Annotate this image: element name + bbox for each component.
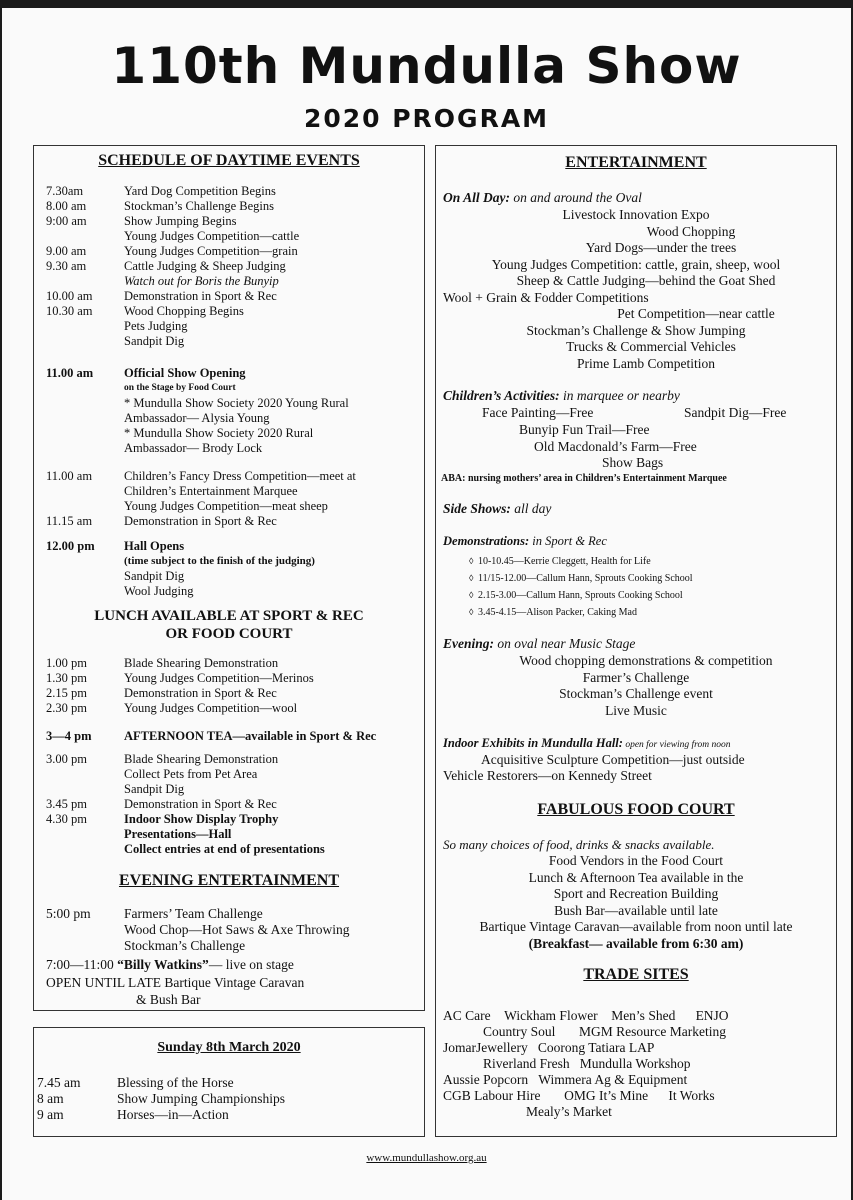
trade-row-6: CGB Labour Hire OMG It’s Mine It Works (443, 1088, 715, 1103)
block2-events: Children’s Fancy Dress Competition—meet at Children’s Entertainment Marquee Young Judges Competition—meat sheep Demonstration in Sport & Rec (124, 469, 356, 528)
tea-text: AFTERNOON TEA—available in Sport & Rec (124, 729, 377, 743)
opening-block: Official Show Opening on the Stage by Food Court * Mundulla Show Society 2020 Young Rural Ambassador— Alysia Young * Mundulla Show Society 2020 Rural Ambassador— Brody Lock (124, 366, 349, 455)
block3-times: 1.00 pm 1.30 pm 2.15 pm 2.30 pm (46, 656, 87, 715)
tea-time: 3—4 pm (46, 729, 92, 743)
children-item-bunyip: Bunyip Fun Trail—Free (519, 422, 650, 437)
indoor-item-vehicles: Vehicle Restorers—on Kennedy Street (443, 768, 652, 783)
billy-watkins-line: 7:00—11:00 “Billy Watkins”— live on stage (46, 957, 294, 972)
open-late-line: OPEN UNTIL LATE Bartique Vintage Caravan & Bush Bar (46, 975, 305, 1007)
hall-time: 12.00 pm (46, 539, 95, 553)
children-item-showbags: Show Bags (602, 455, 664, 470)
sunday-times: 7.45 am 8 am 9 am (37, 1075, 81, 1122)
indoor-label: Indoor Exhibits in Mundulla Hall: open for viewing from noon (443, 736, 731, 750)
trade-row-7: Mealy’s Market (526, 1104, 612, 1119)
daytime-schedule-box (33, 145, 425, 1011)
evening-label: Evening: on oval near Music Stage (443, 636, 636, 651)
aba-notice: ABA: nursing mothers’ area in Children’s Entertainment Marquee (441, 473, 727, 484)
evening-heading: EVENING ENTERTAINMENT (118, 872, 340, 889)
daytime-heading: SCHEDULE OF DAYTIME EVENTS (98, 152, 360, 169)
allday-items: Livestock Innovation Expo Wood Chopping Yard Dogs—under the trees Young Judges Competition: cattle, grain, sheep, wool Sheep & Cattle Judging—behind the Goat Shed Wool + Grain & Fodder Competitions Pet Competition—near cattle Stockman’s Challenge & Show Jumping Trucks & Commercial Vehicles Prime Lamb Competition (443, 207, 781, 371)
food-intro: So many choices of food, drinks & snacks available. (443, 837, 715, 852)
opening-time: 11.00 am (46, 366, 94, 380)
children-item-face-painting: Face Painting—Free (482, 405, 594, 420)
entertainment-box (435, 145, 837, 1137)
trade-heading: TRADE SITES (583, 966, 689, 983)
evening-items: Wood chopping demonstrations & competition Farmer’s Challenge Stockman’s Challenge event Live Music (519, 653, 773, 718)
block1-events: Yard Dog Competition Begins Stockman’s Challenge Begins Show Jumping Begins Young Judges Competition—cattle Young Judges Competition—grain Cattle Judging & Sheep Judging Watch out for Boris the Bunyip Demonstration in Sport & Rec Wood Chopping Begins Pets Judging Sandpit Dig (124, 184, 300, 348)
indoor-item-sculpture: Acquisitive Sculpture Competition—just outside (481, 752, 745, 767)
page-title: 110th Mundulla Show (111, 37, 742, 95)
block1-times: 7.30am 8.00 am 9:00 am 9.00 am 9.30 am 10.00 am 10.30 am (46, 184, 93, 318)
demonstrations-list: ◊ 10-10.45—Kerrie Cleggett, Health for Life ◊ 11/15-12.00—Callum Hann, Sprouts Cooking School ◊ 2.15-3.00—Callum Hann, Sprouts Cooking School ◊ 3.45-4.15—Alison Packer, Caking Mad (469, 556, 693, 618)
children-item-sandpit: Sandpit Dig—Free (684, 405, 787, 420)
block4-events: Blade Shearing Demonstration Collect Pets from Pet Area Sandpit Dig Demonstration in Sport & Rec Indoor Show Display Trophy Presentations—Hall Collect entries at end of presentations (124, 752, 325, 856)
sunday-box (33, 1027, 425, 1137)
food-heading: FABULOUS FOOD COURT (537, 801, 735, 818)
trade-row-5: Aussie Popcorn Wimmera Ag & Equipment (443, 1072, 688, 1087)
block2-times: 11.00 am 11.15 am (46, 469, 93, 528)
trade-row-3: JomarJewellery Coorong Tatiara LAP (443, 1040, 655, 1055)
sunday-heading: Sunday 8th March 2020 (157, 1040, 301, 1055)
block3-events: Blade Shearing Demonstration Young Judges Competition—Merinos Demonstration in Sport & Rec Young Judges Competition—wool (124, 656, 314, 715)
food-lines: Food Vendors in the Food Court Lunch & Afternoon Tea available in the Sport and Recreation Building Bush Bar—available until late Bartique Vintage Caravan—available from noon until late (Breakfast— available from 6:30 am) (479, 853, 793, 951)
entertainment-heading: ENTERTAINMENT (565, 154, 707, 171)
website-link[interactable]: www.mundullashow.org.au (366, 1152, 487, 1164)
sunday-events: Blessing of the Horse Show Jumping Championships Horses—in—Action (117, 1075, 286, 1122)
sideshows-label: Side Shows: all day (443, 501, 552, 516)
trade-row-4: Riverland Fresh Mundulla Workshop (483, 1056, 691, 1071)
page-subtitle: 2020 PROGRAM (303, 104, 550, 133)
allday-label: On All Day: on and around the Oval (443, 190, 642, 205)
hall-block: Hall Opens (time subject to the finish of the judging) Sandpit Dig Wool Judging (124, 539, 315, 598)
trade-row-2: Country Soul MGM Resource Marketing (483, 1024, 726, 1039)
evening-lines: Farmers’ Team Challenge Wood Chop—Hot Saws & Axe Throwing Stockman’s Challenge (124, 906, 350, 953)
demonstrations-label: Demonstrations: in Sport & Rec (443, 534, 607, 548)
children-label: Children’s Activities: in marquee or nearby (443, 388, 680, 403)
evening-time: 5:00 pm (46, 906, 91, 921)
children-item-farm: Old Macdonald’s Farm—Free (534, 439, 697, 454)
lunch-notice: LUNCH AVAILABLE AT SPORT & REC OR FOOD COURT (94, 608, 364, 642)
block4-times: 3.00 pm 3.45 pm 4.30 pm (46, 752, 87, 826)
trade-row-1: AC Care Wickham Flower Men’s Shed ENJO (443, 1008, 729, 1023)
